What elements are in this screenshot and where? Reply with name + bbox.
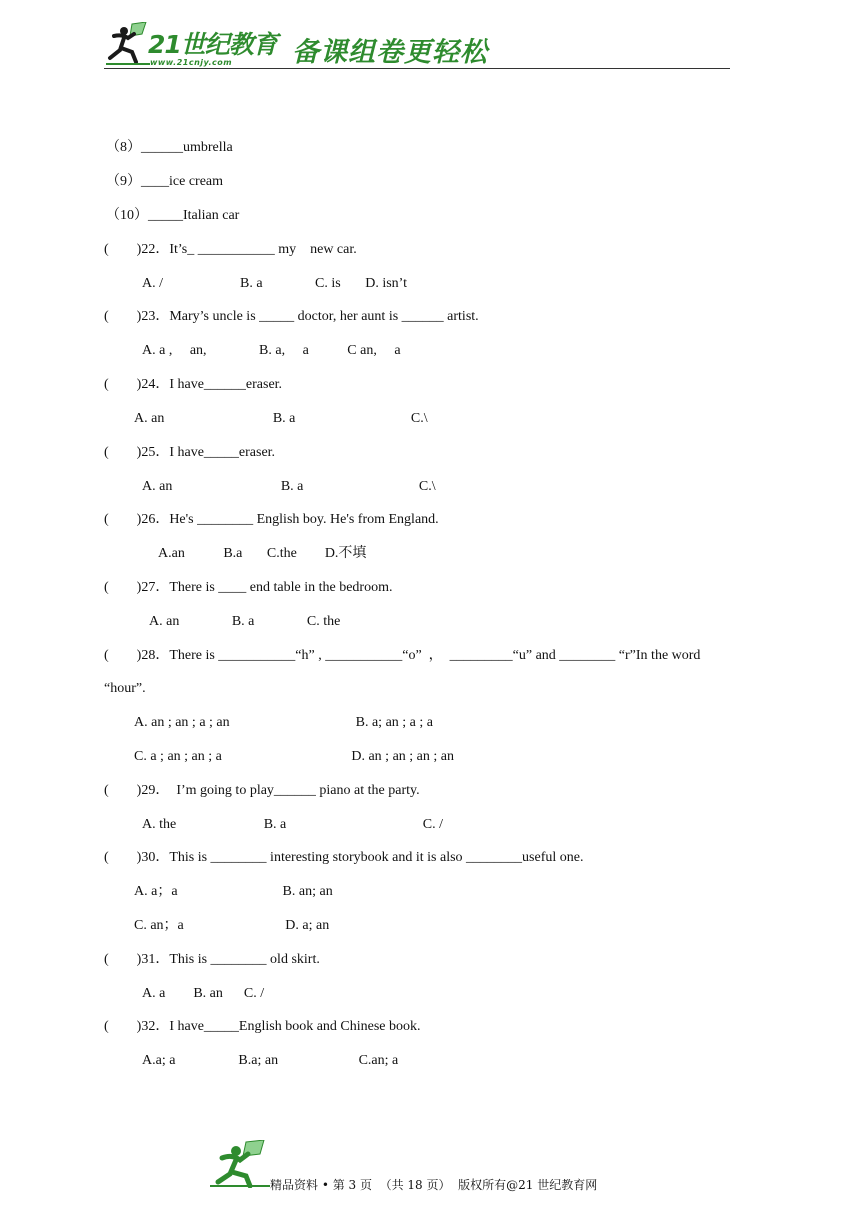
answer-options: A. a；a B. an; an xyxy=(134,884,333,899)
running-man-icon xyxy=(210,1140,270,1188)
question-line: ( )27．There is ____ end table in the bedroom. xyxy=(104,580,393,595)
answer-options: A. a , an, B. a, a C an, a xyxy=(142,343,401,358)
slogan: 备课组卷更轻松 xyxy=(292,37,488,68)
brand-url: www.21cnjy.com xyxy=(150,58,233,67)
question-line: ( )28．There is ___________“h” , ___________“o” ， _________“u” and ________ “r”In the word xyxy=(104,648,701,663)
question-line: （8）______umbrella xyxy=(106,140,233,155)
question-line: ( )30．This is ________ interesting storybook and it is also ________useful one. xyxy=(104,850,584,865)
question-line: ( )23．Mary’s uncle is _____ doctor, her aunt is ______ artist. xyxy=(104,309,479,324)
page-header xyxy=(104,20,730,70)
answer-options: A. an ; an ; a ; an B. a; an ; a ; a xyxy=(134,715,433,730)
question-line: ( )31．This is ________ old skirt. xyxy=(104,952,320,967)
question-line: ( )32．I have_____English book and Chinese book. xyxy=(104,1019,421,1034)
answer-options: A.an B.a C.the D.不填 xyxy=(158,546,367,561)
question-line: （10）_____Italian car xyxy=(106,208,240,223)
header-divider xyxy=(104,68,730,69)
answer-options: A. / B. a C. is D. isn’t xyxy=(142,276,407,291)
answer-options: A. an B. a C.\ xyxy=(142,479,436,494)
footer-text: 精品资料 • 第 3 页 （共 18 页） 版权所有@21 世纪教育网 xyxy=(270,1178,598,1192)
question-line: （9）____ice cream xyxy=(106,174,224,189)
answer-options: A. an B. a C.\ xyxy=(134,411,428,426)
question-line: ( )22．It’s_ ___________ my new car. xyxy=(104,242,357,257)
question-line: ( )26．He's ________ English boy. He's from England. xyxy=(104,512,439,527)
question-line: ( )24．I have______eraser. xyxy=(104,377,283,392)
answer-options: A.a; a B.a; an C.an; a xyxy=(142,1053,399,1068)
answer-options: A. the B. a C. / xyxy=(142,817,443,832)
logo xyxy=(104,20,290,68)
question-line: ( )25．I have_____eraser. xyxy=(104,445,276,460)
running-man-icon xyxy=(106,22,150,66)
answer-options: C. a ; an ; an ; a D. an ; an ; an ; an xyxy=(134,749,454,764)
question-line: ( )29． I’m going to play______ piano at the party. xyxy=(104,783,420,798)
brand-name: 21世纪教育 xyxy=(148,30,277,59)
answer-options: A. an B. a C. the xyxy=(149,614,341,629)
question-line: “hour”. xyxy=(104,681,146,696)
answer-options: A. a B. an C. / xyxy=(142,986,265,1001)
page-footer xyxy=(210,1140,650,1190)
answer-options: C. an；a D. a; an xyxy=(134,918,330,933)
